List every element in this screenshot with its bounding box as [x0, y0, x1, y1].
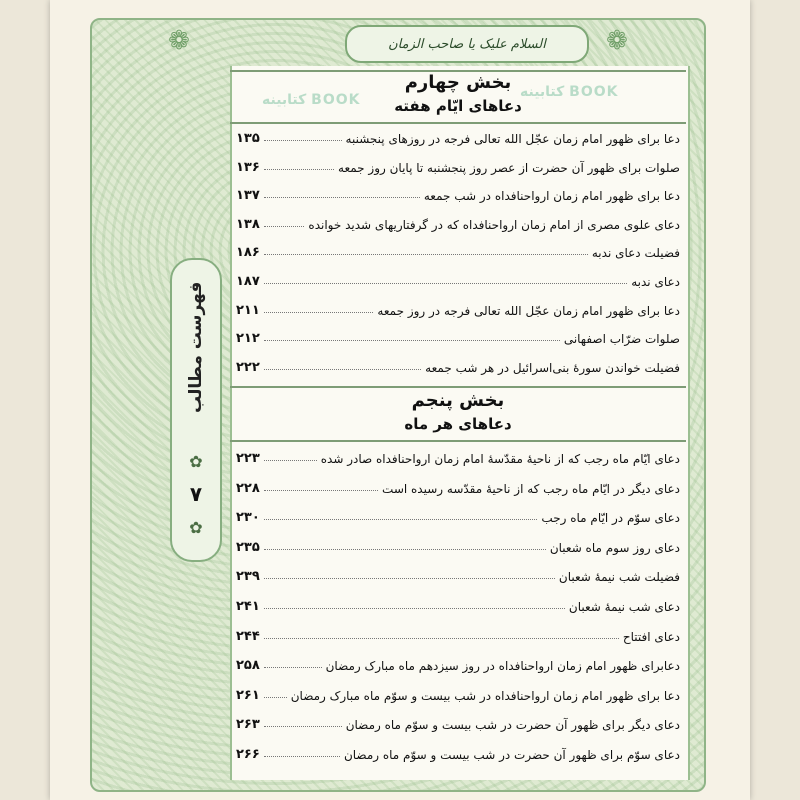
toc-entry-title: دعای ندبه [631, 275, 680, 289]
toc-entry-title: دعا برای ظهور امام زمان ارواحنافداه در شب جمعه [423, 189, 680, 204]
toc-entry-page: ۱۳۶ [236, 159, 260, 175]
watermark: کتابینه BOOK [520, 84, 619, 100]
toc-entry-title: دعای دیگر در ایّام ماه رجب که از ناحیهٔ مقدّسه رسیده است [382, 481, 680, 496]
toc-entry-page: ۲۲۲ [236, 359, 260, 375]
toc-entry-page: ۲۲۳ [236, 451, 260, 466]
leader-dots [264, 460, 317, 461]
toc-entry [236, 444, 680, 466]
side-tab [170, 258, 222, 562]
toc-entry [236, 181, 680, 203]
toc-entry-title: دعای روز سوم ماه شعبان [549, 540, 680, 555]
page-number: ۷ [189, 482, 203, 506]
toc-entry [236, 238, 680, 260]
toc-entry [236, 533, 680, 555]
toc-entry [236, 124, 680, 146]
toc-entry-title: دعای علوی مصری از امام زمان ارواحنافداه که در گرفتاریهای شدید خوانده [308, 217, 680, 232]
section-4-subtitle: دعاهای ایّام هفته [394, 97, 522, 115]
toc-entry-title: فضیلت شب نیمهٔ شعبان [558, 570, 680, 585]
corner-ornament-icon: ❁ [168, 26, 190, 56]
toc-entry [236, 153, 680, 175]
leader-dots [264, 756, 340, 757]
section-5-heading [230, 390, 686, 433]
toc-entry-page: ۱۳۷ [236, 188, 260, 204]
toc-entry-title: دعای ایّام ماه رجب که از ناحیهٔ مقدّسهٔ امام زمان ارواحنافداه صادر شده [320, 452, 680, 466]
toc-entry-page: ۲۴۴ [236, 628, 260, 644]
toc-entry [236, 681, 680, 703]
toc-entry-page: ۲۶۶ [236, 747, 260, 762]
section-4-heading [230, 72, 686, 115]
toc-entry [236, 622, 680, 644]
toc-entry [236, 353, 680, 375]
toc-entry-page: ۲۴۱ [236, 599, 260, 614]
section-4-title: بخش چهارم [404, 72, 512, 93]
toc-entry-page: ۲۶۳ [236, 717, 260, 733]
toc-entry [236, 710, 680, 732]
toc-entry [236, 296, 680, 318]
toc-entry [236, 651, 680, 673]
toc-entry-title: صلوات ضرّاب اصفهانی [563, 332, 680, 347]
toc-entry [236, 474, 680, 496]
leader-dots [264, 369, 421, 370]
toc-entry-title: دعای دیگر برای ظهور آن حضرت در شب بیست و سوّم ماه رمضان [345, 718, 680, 733]
toc-entry [236, 210, 680, 232]
toc-entry-title: دعا برای ظهور امام زمان عجّل الله تعالی فرجه در روزهای پنجشنبه [345, 132, 680, 146]
toc-entry-title: فضیلت خواندن سورهٔ بنی‌اسرائیل در هر شب جمعه [425, 360, 680, 375]
section-5-subtitle: دعاهای هر ماه [404, 415, 512, 433]
leader-dots [264, 490, 378, 491]
corner-ornament-icon: ❁ [606, 26, 628, 56]
flower-icon: ✿ [189, 452, 203, 471]
section-5-title: بخش پنجم [411, 390, 505, 411]
divider [230, 440, 686, 442]
toc-entry-page: ۱۳۵ [236, 131, 260, 146]
leader-dots [264, 340, 560, 341]
leader-dots [264, 283, 627, 284]
leader-dots [264, 638, 619, 639]
toc-entry-page: ۲۱۲ [236, 331, 260, 347]
toc-entry-page: ۱۸۶ [236, 245, 260, 261]
leader-dots [264, 140, 342, 141]
toc-entry [236, 740, 680, 762]
toc-entry-title: دعای افتتاح [622, 629, 680, 644]
leader-dots [264, 549, 546, 550]
leader-dots [264, 197, 420, 198]
toc-entry-page: ۱۳۸ [236, 216, 260, 232]
toc-entry-title: دعا برای ظهور امام زمان ارواحنافداه در شب بیست و سوّم ماه مبارک رمضان [290, 688, 680, 703]
toc-entry [236, 324, 680, 346]
toc-entry-title: فضیلت دعای ندبه [591, 246, 680, 261]
watermark: کتابینه BOOK [262, 92, 361, 108]
leader-dots [264, 519, 538, 520]
toc-entry-page: ۲۲۸ [236, 480, 260, 496]
toc-entry-page: ۱۸۷ [236, 274, 260, 289]
toc-entry-title: دعای سوّم برای ظهور آن حضرت در شب بیست و سوّم ماه رمضان [343, 748, 680, 762]
toc-entry-title: دعا برای ظهور امام زمان عجّل الله تعالی فرجه در روز جمعه [377, 303, 680, 318]
flower-icon: ✿ [189, 518, 203, 537]
leader-dots [264, 608, 565, 609]
toc-entry-page: ۲۵۸ [236, 658, 260, 674]
leader-dots [264, 254, 588, 255]
toc-entry-page: ۲۶۱ [236, 687, 260, 703]
toc-entry [236, 267, 680, 289]
toc-entry-title: دعای سوّم در ایّام ماه رجب [541, 511, 680, 526]
toc-entry-page: ۲۱۱ [236, 302, 260, 318]
toc-entry-title: دعابرای ظهور امام زمان ارواحنافداه در روز سیزدهم ماه مبارک رمضان [325, 659, 680, 674]
toc-entry-page: ۲۳۰ [236, 510, 260, 526]
leader-dots [264, 312, 374, 313]
toc-entry-page: ۲۳۹ [236, 569, 260, 585]
toc-entry-title: دعای شب نیمهٔ شعبان [568, 600, 680, 614]
leader-dots [264, 226, 305, 227]
toc-entry [236, 592, 680, 614]
leader-dots [264, 697, 287, 698]
toc-entry [236, 503, 680, 525]
top-banner [345, 25, 589, 63]
leader-dots [264, 667, 322, 668]
toc-entry-page: ۲۳۵ [236, 539, 260, 555]
leader-dots [264, 726, 342, 727]
leader-dots [264, 169, 334, 170]
toc-entry-title: صلوات برای ظهور آن حضرت از عصر روز پنجشنبه تا پایان روز جمعه [338, 160, 680, 175]
leader-dots [264, 578, 555, 579]
divider [230, 386, 686, 388]
side-title: فهرست مطالب [186, 281, 206, 413]
banner-text: السلام علیک یا صاحب الزمان [388, 36, 546, 52]
toc-entry [236, 562, 680, 584]
